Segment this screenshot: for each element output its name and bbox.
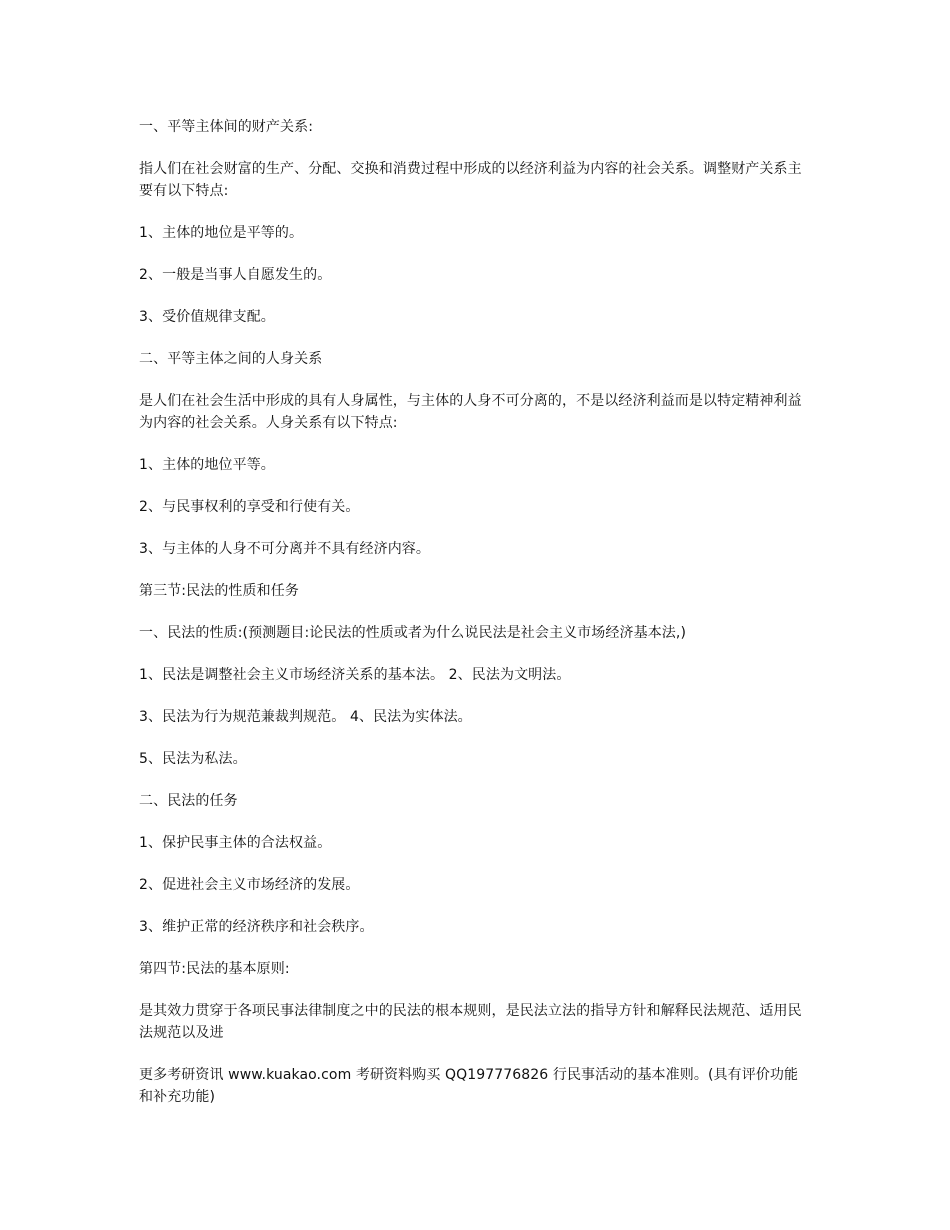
list-item-task-2: 2、促进社会主义市场经济的发展。 xyxy=(139,877,360,893)
list-item-task-3: 3、维护正常的经济秩序和社会秩序。 xyxy=(139,919,374,935)
document-body xyxy=(139,116,811,1128)
list-item-task-1: 1、保护民事主体的合法权益。 xyxy=(139,835,332,851)
list-item-personal-1: 1、主体的地位平等。 xyxy=(139,457,275,473)
list-item-nature-3-4: 3、民法为行为规范兼裁判规范。 4、民法为实体法。 xyxy=(139,709,472,725)
list-item-property-2: 2、一般是当事人自愿发生的。 xyxy=(139,267,332,283)
list-item-property-1: 1、主体的地位是平等的。 xyxy=(139,225,304,241)
paragraph-footer-advert-and-continuation: 更多考研资讯 www.kuakao.com 考研资料购买 QQ197776826 行民事活动的基本准则。(具有评价功能和补充功能) xyxy=(139,1067,799,1105)
section-heading-nature-of-civil-law: 一、民法的性质:(预测题目:论民法的性质或者为什么说民法是社会主义市场经济基本法,) xyxy=(139,625,687,641)
chapter-heading-section-3: 第三节:民法的性质和任务 xyxy=(139,583,299,599)
list-item-personal-3: 3、与主体的人身不可分离并不具有经济内容。 xyxy=(139,541,431,557)
section-heading-property-relations: 一、平等主体间的财产关系: xyxy=(139,119,314,135)
list-item-nature-1-2: 1、民法是调整社会主义市场经济关系的基本法。 2、民法为文明法。 xyxy=(139,667,571,683)
section-heading-tasks-of-civil-law: 二、民法的任务 xyxy=(139,793,238,809)
list-item-personal-2: 2、与民事权利的享受和行使有关。 xyxy=(139,499,360,515)
list-item-property-3: 3、受价值规律支配。 xyxy=(139,309,275,325)
chapter-heading-section-4: 第四节:民法的基本原则: xyxy=(139,961,290,977)
paragraph-personal-relations-definition: 是人们在社会生活中形成的具有人身属性，与主体的人身不可分离的，不是以经济利益而是以特定精神利益为内容的社会关系。人身关系有以下特点: xyxy=(139,393,802,431)
section-heading-personal-relations: 二、平等主体之间的人身关系 xyxy=(139,351,323,367)
paragraph-basic-principles-definition: 是其效力贯穿于各项民事法律制度之中的民法的根本规则，是民法立法的指导方针和解释民法规范、适用民法规范以及进 xyxy=(139,1003,802,1041)
paragraph-property-relations-definition: 指人们在社会财富的生产、分配、交换和消费过程中形成的以经济利益为内容的社会关系。调整财产关系主要有以下特点: xyxy=(139,161,802,199)
list-item-nature-5: 5、民法为私法。 xyxy=(139,751,247,767)
